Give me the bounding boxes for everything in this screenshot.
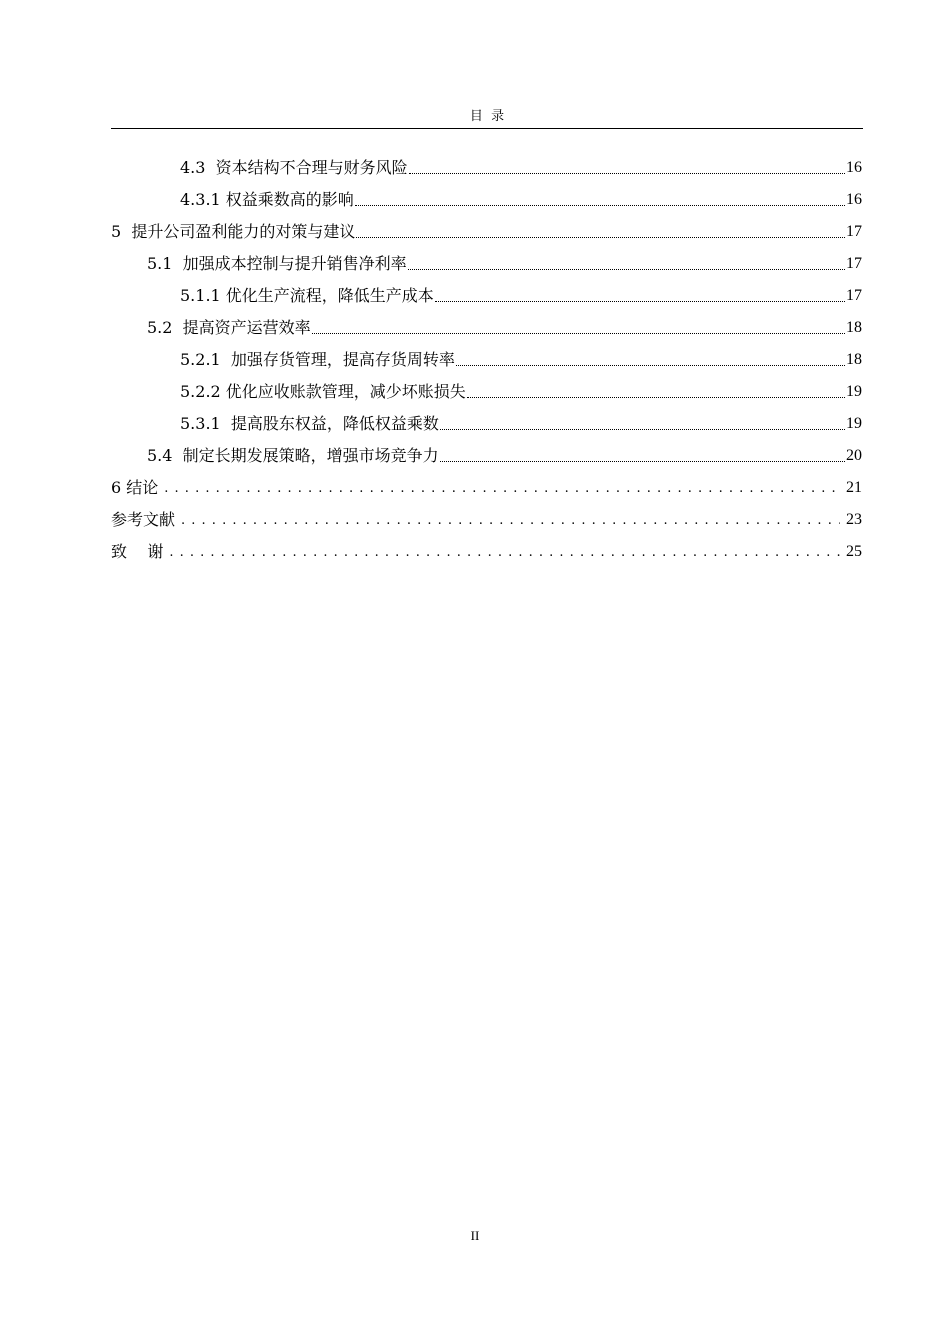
toc-entry[interactable] <box>111 251 862 275</box>
toc-entry-page: 17 <box>846 223 862 240</box>
toc-leader-dots <box>440 428 845 430</box>
toc-entry-label: 5.2.1 加强存货管理，提高存货周转率 <box>180 350 455 369</box>
toc-entry[interactable] <box>111 475 862 499</box>
header-title: 目 录 <box>469 109 505 124</box>
toc-entry[interactable] <box>111 411 862 435</box>
page-footer <box>0 1228 950 1244</box>
toc-entry-page: 18 <box>846 351 862 368</box>
toc-leader-dots <box>440 460 845 462</box>
toc-entry-label: 5.1.1 优化生产流程，降低生产成本 <box>180 286 434 305</box>
toc-leader-dots <box>456 364 845 366</box>
toc-entry[interactable] <box>111 507 862 531</box>
toc-leader-dots <box>356 236 845 238</box>
toc-entry-page: 16 <box>846 159 862 176</box>
toc-entry-page: 19 <box>846 415 862 432</box>
toc-entry[interactable] <box>111 283 862 307</box>
toc-entry-label: 5.4 制定长期发展策略，增强市场竞争力 <box>147 446 439 465</box>
toc-entry-label: 6 结论 <box>111 478 159 497</box>
toc-entry[interactable] <box>111 539 862 563</box>
toc-entry[interactable] <box>111 187 862 211</box>
toc-entry-page: 17 <box>846 255 862 272</box>
toc-entry-label: 参考文献 <box>111 510 176 529</box>
toc-entry-page: 16 <box>846 191 862 208</box>
toc-leader-dots <box>435 300 845 302</box>
toc-leader-dots <box>355 204 845 206</box>
toc-entry-page: 25 <box>846 543 862 560</box>
toc-leader-dots <box>408 268 845 270</box>
page-header <box>111 107 863 129</box>
toc-entry[interactable] <box>111 443 862 467</box>
toc-leader-dots <box>409 172 845 174</box>
toc-entry-page: 20 <box>846 447 862 464</box>
toc-entry-page: 23 <box>846 511 862 528</box>
toc-entry-page: 17 <box>846 287 862 304</box>
toc-leader-dots <box>169 543 840 563</box>
toc-entry-label: 致 谢 <box>111 542 164 561</box>
toc-entry-page: 19 <box>846 383 862 400</box>
toc-entry-page: 18 <box>846 319 862 336</box>
toc-entry-label: 5 提升公司盈利能力的对策与建议 <box>111 222 356 241</box>
toc-entry-page: 21 <box>846 479 862 496</box>
toc-leader-dots <box>181 511 840 531</box>
toc-entry[interactable] <box>111 347 862 371</box>
toc-entry-label: 5.2 提高资产运营效率 <box>147 318 311 337</box>
toc-entry[interactable] <box>111 379 862 403</box>
toc-leader-dots <box>312 332 845 334</box>
page-number: II <box>470 1228 480 1243</box>
toc-entry-label: 4.3.1 权益乘数高的影响 <box>180 190 354 209</box>
toc-entry[interactable] <box>111 155 862 179</box>
toc-entry[interactable] <box>111 315 862 339</box>
toc-entry-label: 5.2.2 优化应收账款管理，减少坏账损失 <box>180 382 466 401</box>
toc-entry[interactable] <box>111 219 862 243</box>
toc-leader-dots <box>467 396 845 398</box>
toc-entry-label: 5.1 加强成本控制与提升销售净利率 <box>147 254 407 273</box>
toc-entry-label: 4.3 资本结构不合理与财务风险 <box>180 158 408 177</box>
toc-leader-dots <box>164 479 840 499</box>
toc-entry-label: 5.3.1 提高股东权益，降低权益乘数 <box>180 414 439 433</box>
